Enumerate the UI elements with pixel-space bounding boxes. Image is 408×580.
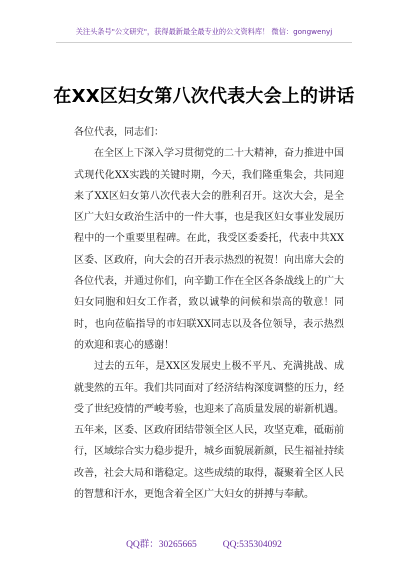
footer-qq-number: QQ:535304092: [222, 540, 282, 550]
footer-contact: [0, 536, 408, 550]
document-body: [74, 122, 344, 505]
paragraph-1: 在全区上下深入学习贯彻党的二十大精神，奋力推进中国式现代化XX实践的关键时期，今天，我们隆重集会，共同迎来了XX区妇女第八次代表大会的胜利召开。这次大会，是全区广大妇女政治生活中的一件大事，也是我区妇女事业发展历程中的一个重要里程碑。在此，我受区委委托，代表中共XX区委、区政府，向大会的召开表示热烈的祝贺！向出席大会的各位代表，并通过你们，向辛勤工作在全区各条战线上的广大妇女同胞和妇女工作者，致以诚挚的问候和崇高的敬意！同时，也向莅临指导的市妇联XX同志以及各位领导，表示热烈的欢迎和衷心的感谢！: [74, 148, 344, 351]
header-banner: 关注头条号"公文研究"，获得最新最全最专业的公文资料库！ 微信：gongwenyj: [75, 27, 333, 36]
header-divider: [56, 42, 352, 43]
document-title: 在XX区妇女第八次代表大会上的讲话: [53, 86, 355, 107]
footer-qq-group: QQ群：30265665: [126, 540, 197, 550]
salutation: 各位代表，同志们：: [74, 127, 164, 138]
paragraph-2: 过去的五年，是XX区发展史上极不平凡、充满挑战、成就斐然的五年。我们共同面对了经济结构深度调整的压力，经受了世纪疫情的严峻考验，也迎来了高质量发展的崭新机遇。五年来，区委、区政府团结带领全区人民，攻坚克难，砥砺前行，区域综合实力稳步提升，城乡面貌展新颜，民生福祉持续改善，社会大局和谐稳定。这些成绩的取得，凝聚着全区人民的智慧和汗水，更饱含着全区广大妇女的拼搏与奉献。: [74, 361, 344, 501]
